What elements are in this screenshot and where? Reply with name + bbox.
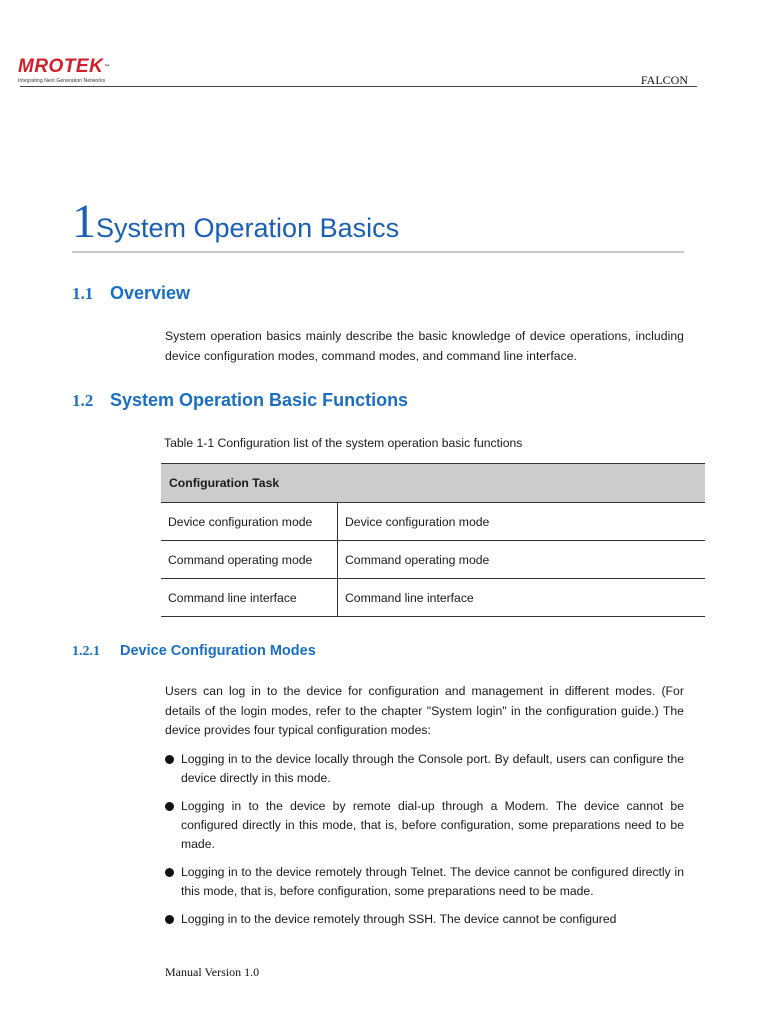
table-row: [161, 541, 705, 579]
subsection-heading-device-config-modes: [72, 642, 316, 660]
list-item-text: Logging in to the device by remote dial-up through a Modem. The device cannot be configured directly in this mode, that is, before configuration, some preparations need to be made.: [181, 799, 684, 851]
table-header-cell: Configuration Task: [161, 464, 705, 503]
section-heading-overview: [72, 283, 190, 307]
list-item-text: Logging in to the device remotely through SSH. The device cannot be configured: [181, 912, 617, 926]
section-title: System Operation Basic Functions: [110, 390, 409, 410]
table-row: [161, 579, 705, 617]
chapter-heading: [72, 196, 684, 252]
device-config-paragraph: Users can log in to the device for configuration and management in different modes. (For details of the login modes, refer to the chapter "System login" in the configuration guide.) The device provides four typical configuration modes:: [165, 684, 684, 737]
list-item-text: Logging in to the device remotely through Telnet. The device cannot be configured directly in this mode, that is, before configuration, some preparations need to be made.: [181, 865, 684, 898]
table-cell: Command operating mode: [338, 541, 706, 579]
chapter-number: 1: [72, 195, 96, 248]
table-cell: Device configuration mode: [161, 503, 338, 541]
table-cell: Device configuration mode: [338, 503, 706, 541]
table-header-row: [161, 464, 705, 503]
table-cell: Command line interface: [161, 579, 338, 617]
bullet-icon: [165, 755, 174, 764]
configuration-mode-list: [165, 750, 684, 938]
list-item: [165, 910, 684, 929]
logo-tagline: Integrating Next Generation Networks: [18, 78, 106, 84]
company-logo: [18, 57, 110, 84]
header-divider: [20, 86, 697, 87]
list-item: [165, 750, 684, 788]
subsection-title: Device Configuration Modes: [120, 643, 316, 659]
overview-paragraph: System operation basics mainly describe the basic knowledge of device operations, including device configuration modes, command modes, and command line interface.: [165, 329, 684, 363]
bullet-icon: [165, 802, 174, 811]
table-row: [161, 503, 705, 541]
subsection-number: 1.2.1: [72, 644, 100, 659]
list-item: [165, 863, 684, 901]
footer-version: Manual Version 1.0: [165, 965, 260, 979]
logo-text: MROTEK: [18, 56, 104, 77]
list-item: [165, 797, 684, 854]
section-number: 1.2: [72, 391, 94, 410]
chapter-title: System Operation Basics: [96, 213, 400, 243]
bullet-icon: [165, 915, 174, 924]
table-caption: Table 1-1 Configuration list of the system operation basic functions: [164, 436, 523, 450]
configuration-table: [161, 463, 705, 617]
header-product-name: FALCON: [640, 73, 688, 87]
list-item-text: Logging in to the device locally through the Console port. By default, users can configure the device directly in this mode.: [181, 752, 684, 785]
table-cell: Command operating mode: [161, 541, 338, 579]
section-heading-basic-functions: [72, 390, 408, 414]
section-title: Overview: [110, 283, 191, 303]
logo-trademark: ™: [104, 64, 110, 70]
section-number: 1.1: [72, 284, 94, 303]
bullet-icon: [165, 868, 174, 877]
chapter-divider: [72, 251, 684, 253]
table-cell: Command line interface: [338, 579, 706, 617]
